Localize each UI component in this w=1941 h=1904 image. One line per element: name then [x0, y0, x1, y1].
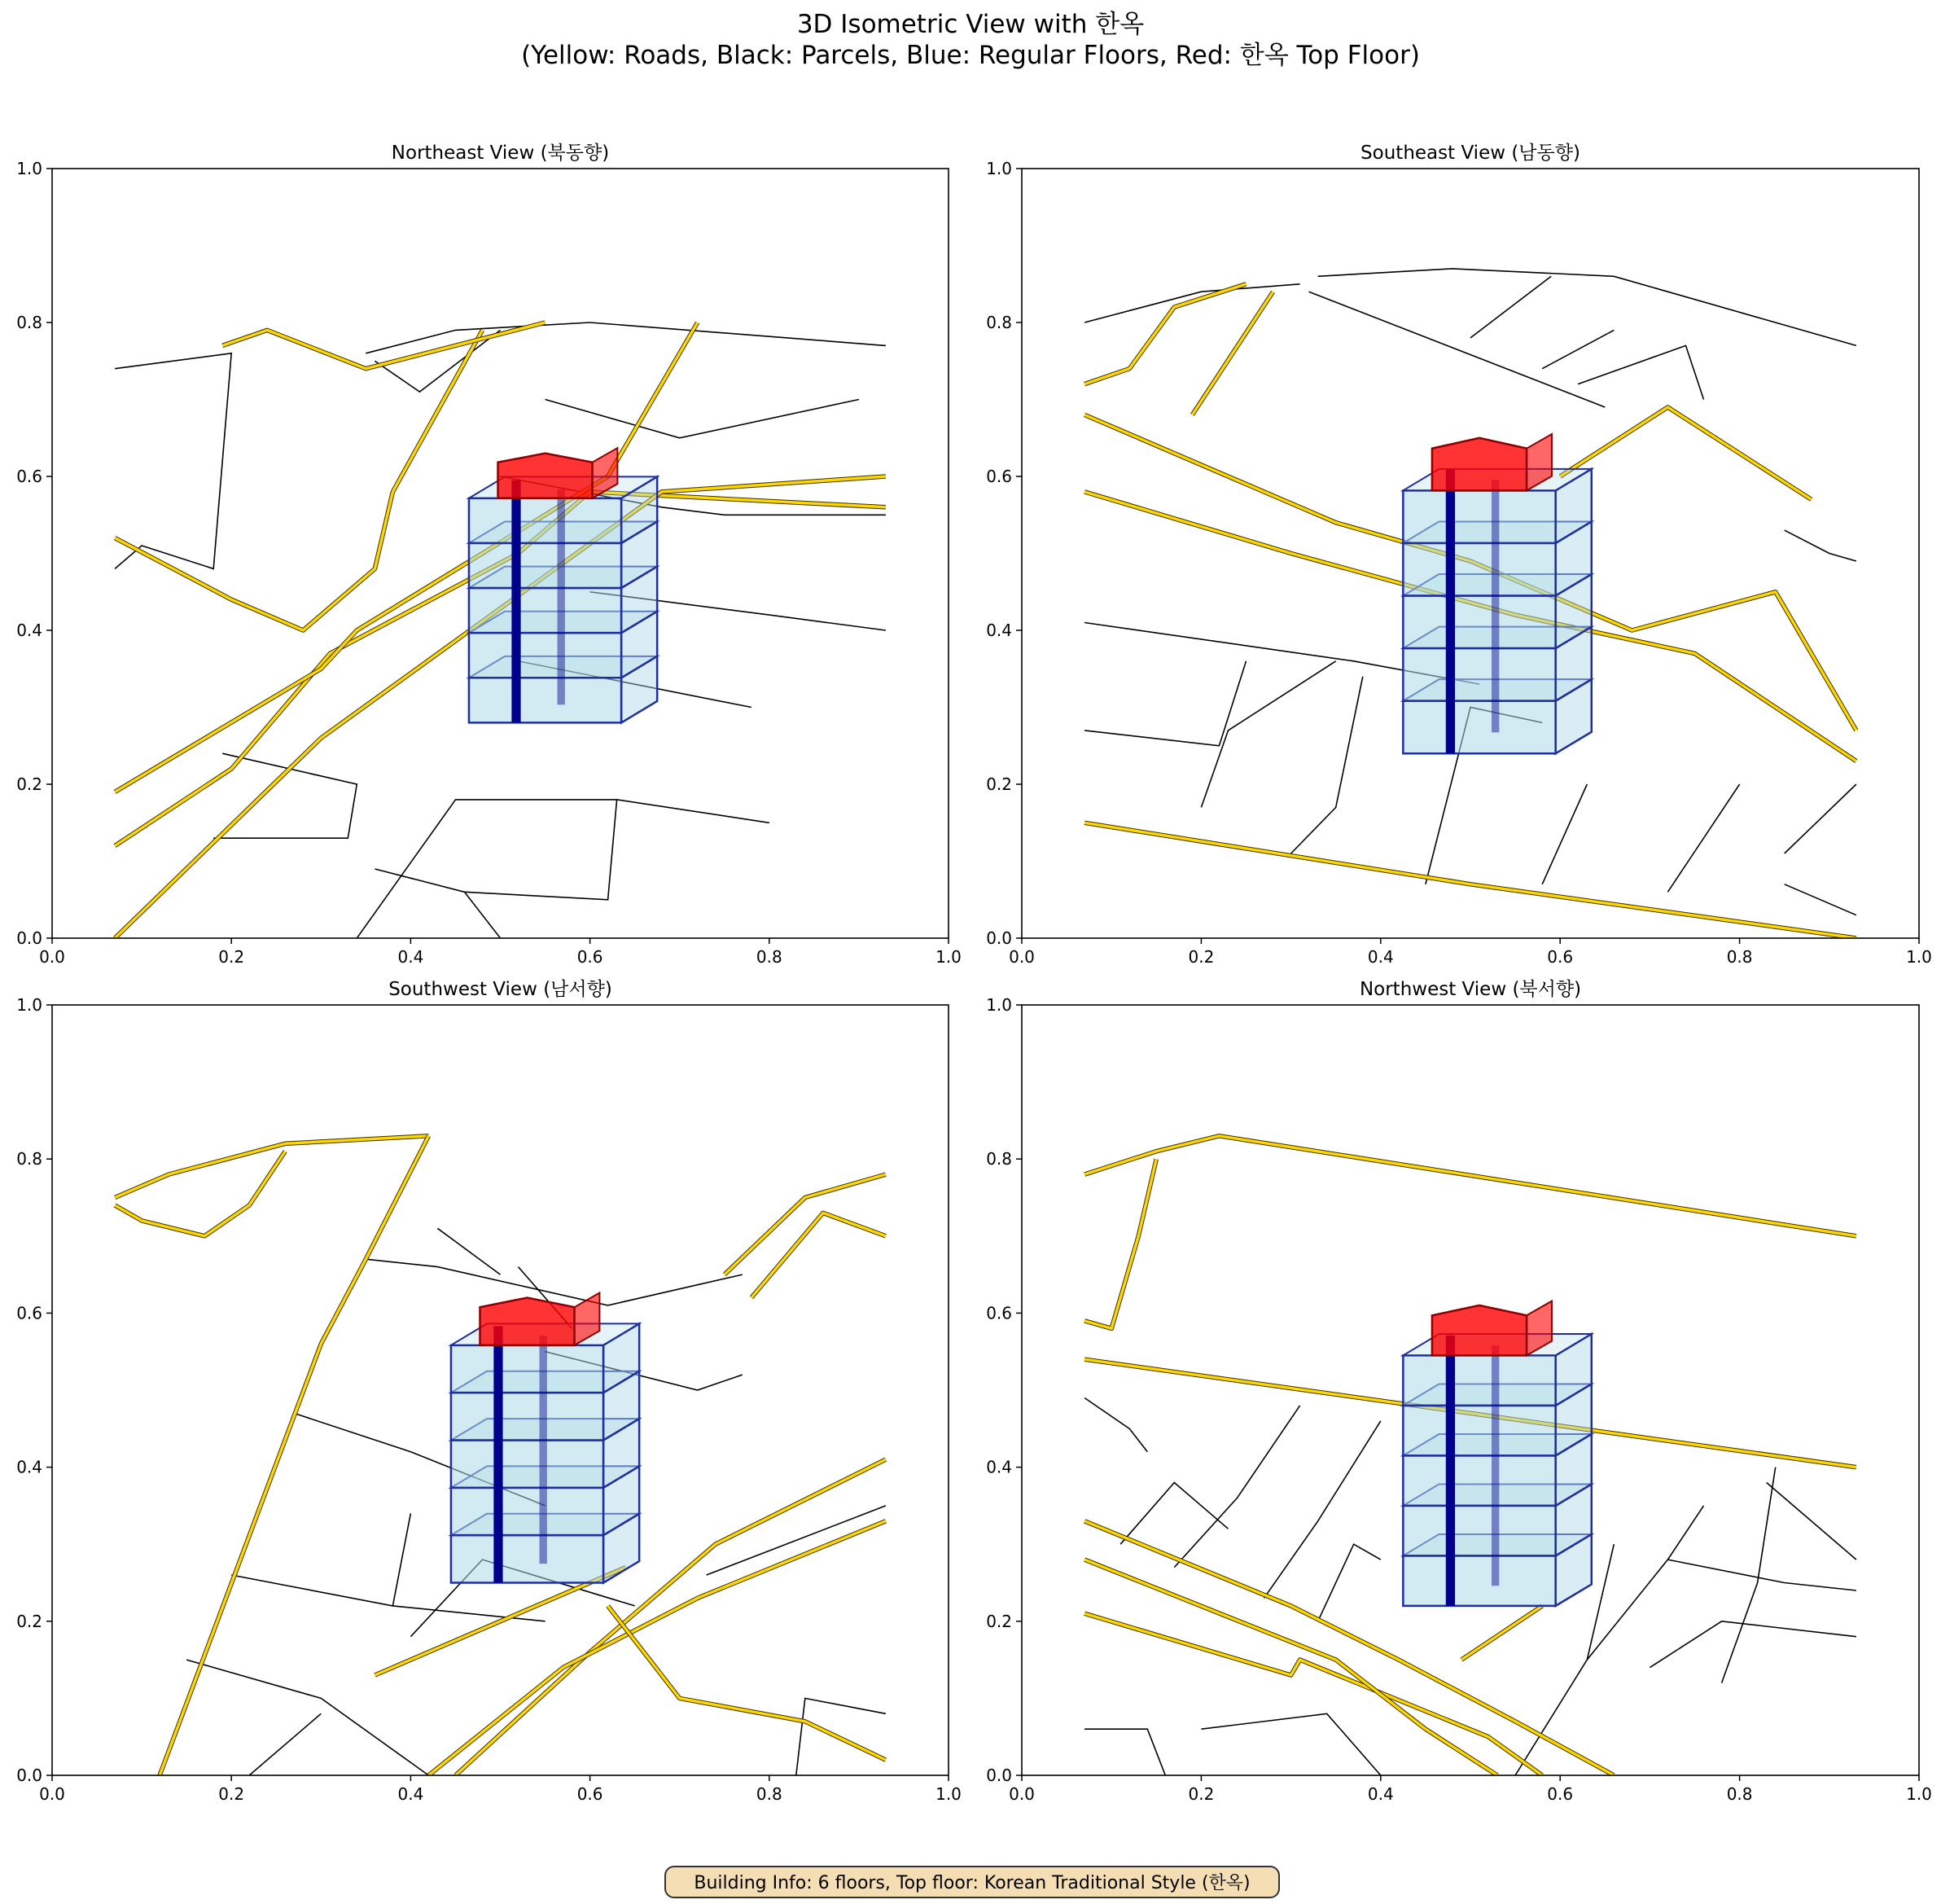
subplot-2 [986, 143, 1932, 967]
parcel-line [357, 800, 769, 938]
subplot-title: Northeast View (북동향) [391, 143, 610, 164]
parcel-line [1084, 1398, 1147, 1452]
parcel-line [1201, 661, 1335, 808]
road-edge-line [1084, 1136, 1856, 1236]
road-line [725, 1174, 886, 1274]
parcel-line [186, 1660, 428, 1775]
road-line [1192, 292, 1273, 415]
figure-title-line2: (Yellow: Roads, Black: Parcels, Blue: Regular Floors, Red: 한옥 Top Floor) [521, 41, 1420, 70]
parcel-line [1785, 784, 1856, 853]
x-tick-label: 0.0 [39, 947, 65, 967]
building-floor-front [1403, 1355, 1555, 1405]
building-core-rear [558, 489, 565, 705]
x-tick-label: 0.8 [756, 947, 782, 967]
x-tick-label: 0.2 [218, 1784, 245, 1804]
parcel-line [366, 1259, 743, 1305]
x-tick-label: 1.0 [935, 1784, 962, 1804]
road-edge-line [115, 1136, 428, 1198]
parcel-line [1785, 530, 1856, 561]
subplot-title: Northwest View (북서향) [1359, 979, 1582, 1000]
x-tick-label: 0.6 [576, 1784, 603, 1804]
parcel-line [437, 1228, 500, 1274]
parcel-line [392, 1513, 410, 1606]
x-tick-label: 0.6 [1547, 947, 1574, 967]
x-tick-label: 1.0 [935, 947, 962, 967]
y-tick-label: 0.2 [986, 1611, 1012, 1631]
parcel-line [1264, 1421, 1381, 1599]
parcel-line [115, 353, 231, 569]
building-core [1446, 469, 1455, 753]
parcel-line [1667, 1560, 1856, 1590]
y-tick-label: 0.8 [986, 313, 1012, 332]
y-tick-label: 0.2 [16, 1611, 42, 1631]
x-tick-label: 0.4 [1367, 947, 1394, 967]
parcel-line [249, 1713, 321, 1775]
hanok-top-floor [1432, 438, 1527, 491]
parcel-line [1470, 276, 1551, 338]
building [451, 1293, 639, 1583]
building [469, 448, 657, 722]
road-edge-line [751, 1213, 886, 1297]
building-floor-front [469, 588, 621, 633]
x-tick-label: 0.8 [756, 1784, 782, 1804]
parcel-line [1084, 661, 1246, 746]
x-tick-label: 0.2 [1188, 947, 1215, 967]
x-tick-label: 0.8 [1726, 947, 1753, 967]
parcel-line [1542, 784, 1587, 884]
subplot-1 [16, 143, 962, 967]
building-core-rear [1492, 480, 1499, 732]
plot-area [115, 322, 886, 938]
building-floor-front [1403, 1506, 1555, 1555]
x-tick-label: 0.6 [1547, 1784, 1574, 1804]
y-tick-label: 0.8 [986, 1149, 1012, 1169]
y-tick-label: 0.0 [16, 1766, 42, 1785]
parcel-line [1542, 330, 1614, 368]
building-core-rear [540, 1336, 547, 1564]
x-tick-label: 0.8 [1726, 1784, 1753, 1804]
road-edge-line [608, 1606, 886, 1760]
parcel-line [1291, 677, 1363, 853]
parcel-line [1650, 1621, 1856, 1668]
y-tick-label: 1.0 [986, 995, 1012, 1015]
road-line [1084, 823, 1856, 938]
building-core [511, 480, 520, 723]
building-floor-front [451, 1535, 603, 1582]
building [1403, 1301, 1591, 1606]
parcel-line [1785, 884, 1856, 915]
x-tick-label: 0.2 [1188, 1784, 1215, 1804]
parcel-line [1120, 1483, 1228, 1545]
road-edge-line [725, 1174, 886, 1274]
x-tick-label: 0.6 [576, 947, 603, 967]
building [1403, 434, 1591, 753]
parcel-line [545, 400, 859, 438]
road-line [1461, 1606, 1542, 1660]
road-line [751, 1213, 886, 1297]
building-floor-front [1403, 1406, 1555, 1455]
y-tick-label: 0.8 [16, 313, 42, 332]
building-floor-front [1403, 543, 1555, 596]
parcel-line [1318, 269, 1856, 346]
parcel-line [1578, 345, 1703, 399]
building-floor-front [451, 1345, 603, 1393]
hanok-top-floor [498, 454, 593, 498]
y-tick-label: 0.6 [16, 467, 42, 486]
parcel-line [1309, 292, 1606, 407]
x-tick-label: 0.4 [397, 947, 424, 967]
parcel-line [375, 869, 500, 938]
parcel-line [465, 800, 617, 900]
parcel-line [1767, 1483, 1856, 1560]
subplot-title: Southwest View (남서향) [388, 979, 612, 1000]
building-info-box: Building Info: 6 floors, Top floor: Korean Traditional Style (한옥) [664, 1866, 1280, 1898]
y-tick-label: 0.4 [16, 1457, 42, 1477]
y-tick-label: 0.6 [986, 467, 1012, 486]
x-tick-label: 0.4 [397, 1784, 424, 1804]
figure-title-line1: 3D Isometric View with 한옥 [796, 10, 1145, 39]
x-tick-label: 0.4 [1367, 1784, 1394, 1804]
x-tick-label: 1.0 [1906, 947, 1932, 967]
subplot-3 [16, 979, 962, 1804]
x-tick-label: 0.2 [218, 947, 245, 967]
road-line [1084, 1613, 1542, 1775]
parcel-line [1667, 784, 1739, 892]
building-floor-front [469, 633, 621, 678]
road-edge-line [1084, 1159, 1156, 1328]
road-line [1084, 1136, 1856, 1236]
y-tick-label: 0.8 [16, 1149, 42, 1169]
y-tick-label: 1.0 [16, 159, 42, 178]
hanok-top-floor [480, 1297, 575, 1345]
y-tick-label: 0.0 [986, 928, 1012, 948]
road-edge-line [160, 1136, 428, 1775]
y-tick-label: 0.6 [986, 1303, 1012, 1323]
x-tick-label: 1.0 [1906, 1784, 1932, 1804]
y-tick-label: 0.4 [986, 621, 1012, 640]
y-tick-label: 1.0 [986, 159, 1012, 178]
building-floor-front [469, 678, 621, 722]
building-floor-front [1403, 1455, 1555, 1505]
plot-area [1084, 269, 1856, 938]
plot-area [115, 1136, 886, 1775]
subplot-4 [986, 979, 1932, 1804]
building-core [1446, 1336, 1455, 1606]
building-core [493, 1326, 502, 1582]
parcel-line [1084, 1729, 1165, 1775]
x-tick-label: 0.0 [39, 1784, 65, 1804]
x-tick-label: 0.0 [1009, 1784, 1035, 1804]
road-edge-line [222, 322, 545, 369]
building-floor-front [1403, 595, 1555, 648]
y-tick-label: 0.0 [16, 928, 42, 948]
road-line [160, 1136, 428, 1775]
building-floor-front [1403, 1555, 1555, 1605]
x-tick-label: 0.0 [1009, 947, 1035, 967]
building-floor-front [1403, 701, 1555, 754]
building-floor-front [469, 543, 621, 588]
y-tick-label: 0.4 [16, 621, 42, 640]
building-floor-front [451, 1488, 603, 1535]
road-line [608, 1606, 886, 1760]
building-floor-front [1403, 490, 1555, 543]
building-core-rear [1492, 1345, 1499, 1586]
plot-area [1084, 1136, 1856, 1775]
building-floor-front [1403, 648, 1555, 701]
building-floor-front [451, 1393, 603, 1440]
y-tick-label: 0.2 [16, 774, 42, 794]
building-floor-front [469, 498, 621, 543]
road-edge-line [1084, 1613, 1542, 1775]
parcel-line [1174, 1406, 1299, 1568]
y-tick-label: 1.0 [16, 995, 42, 1015]
y-tick-label: 0.4 [986, 1457, 1012, 1477]
y-tick-label: 0.6 [16, 1303, 42, 1323]
subplot-title: Southeast View (남동향) [1360, 143, 1580, 164]
parcel-line [1201, 1713, 1380, 1775]
parcel-line [707, 1506, 886, 1575]
parcel-line [1318, 1544, 1381, 1621]
hanok-top-floor [1432, 1305, 1527, 1355]
y-tick-label: 0.0 [986, 1766, 1012, 1785]
y-tick-label: 0.2 [986, 774, 1012, 794]
building-floor-front [451, 1440, 603, 1487]
